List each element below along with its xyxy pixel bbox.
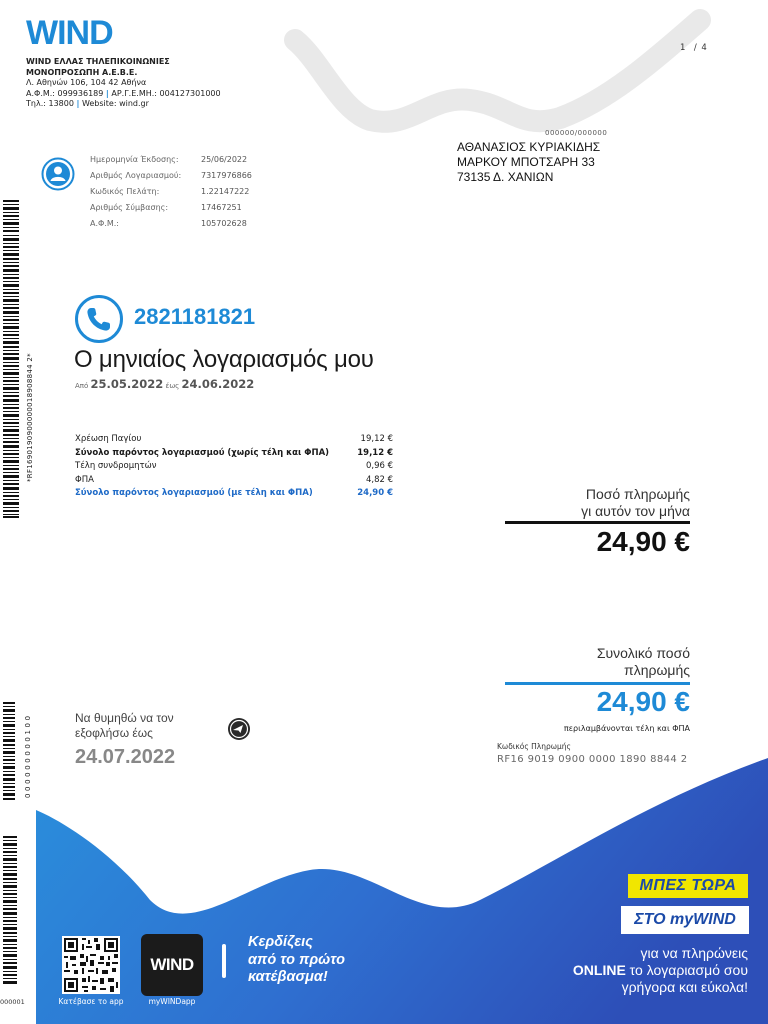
enter-now-badge[interactable]: ΜΠΕΣ ΤΩΡΑ (628, 874, 748, 898)
charge-row-total: Σύνολο παρόντος λογαριασμού (με τέλη και ΦΠΑ) 24,90 € (75, 488, 393, 498)
company-tax: Α.Φ.Μ.: 099936189 | ΑΡ.Γ.Ε.ΜΗ.: 004127301000 (26, 88, 221, 98)
fees-note: περιλαμβάνονται τέλη και ΦΠΑ (563, 724, 690, 733)
due-date: 24.07.2022 (75, 746, 176, 768)
charge-row: Σύνολο παρόντος λογαριασμού (χωρίς τέλη και ΦΠΑ) 19,12 € (75, 447, 393, 458)
total-payment-label: Συνολικό ποσό πληρωμής (596, 645, 690, 678)
company-address: Λ. Αθηνών 106, 104 42 Αθήνα (26, 78, 147, 87)
company-name: WIND ΕΛΛΑΣ ΤΗΛΕΠΙΚΟΙΝΩΝΙΕΣ (26, 57, 170, 66)
qr-code (62, 936, 120, 994)
charge-row: Χρέωση Παγίου 19,12 € (75, 434, 393, 444)
promo-text: Κερδίζεις από το πρώτο κατέβασμα! (248, 934, 345, 985)
call-to-action: για να πληρώνεις ONLINE το λογαριασμό σου γρήγορα και εύκολα! (572, 945, 748, 995)
payment-code-label: Κωδικός Πληρωμής (497, 742, 571, 751)
recipient-name: ΑΘΑΝΑΣΙΟΣ ΚΥΡΙΑΚΙΔΗΣ (457, 140, 601, 154)
info-row: Αριθμός Σύμβασης: 17467251 (90, 203, 242, 212)
page-title: Ο μηνιαίος λογαριασμός μου (74, 346, 374, 373)
recipient-code: 000000/000000 (545, 129, 608, 137)
company-contact: Τηλ.: 13800 | Website: wind.gr (26, 99, 149, 108)
total-amount: 24,90 € (596, 686, 690, 717)
qr-label: Κατέβασε το app (58, 997, 124, 1006)
billing-period: Από 25.05.2022 έως 24.06.2022 (75, 377, 255, 391)
info-row: Α.Φ.Μ.: 105702628 (90, 219, 247, 228)
app-icon[interactable] (141, 934, 203, 996)
document-id: 000001 (0, 998, 25, 1006)
reminder-label: Να θυμηθώ να τον εξοφλήσω έως (75, 711, 174, 740)
app-icon-text: WIND (150, 955, 194, 974)
charge-row: ΦΠΑ 4,82 € (75, 474, 393, 485)
app-label: myWINDapp (148, 997, 196, 1006)
phone-number: 2821181821 (134, 304, 256, 329)
monthly-amount: 24,90 € (596, 526, 690, 557)
info-row: Ημερομηνία Έκδοσης: 25/06/2022 (90, 155, 248, 164)
page-number: 1 / 4 (680, 43, 708, 53)
promo-divider (222, 944, 226, 978)
info-row: Κωδικός Πελάτη: 1.22147222 (90, 187, 250, 196)
monthly-payment-label: Ποσό πληρωμής γι αυτόν τον μήνα (581, 486, 690, 519)
mywind-badge[interactable]: ΣΤΟ myWIND (621, 906, 749, 934)
charge-row: Τέλη συνδρομητών 0,96 € (75, 461, 393, 471)
vertical-digits: 000000000100 (24, 713, 32, 798)
company-type: ΜΟΝΟΠΡΟΣΩΠΗ Α.Ε.Β.Ε. (26, 67, 138, 77)
payment-code: RF16 9019 0900 0000 1890 8844 2 (497, 754, 688, 765)
recipient-street: ΜΑΡΚΟΥ ΜΠΟΤΣΑΡΗ 33 (457, 155, 595, 169)
recipient-city: 73135 Δ. ΧΑΝΙΩΝ (457, 170, 554, 184)
wind-logo: WIND (26, 14, 113, 52)
info-row: Αριθμός Λογαριασμού: 7317976866 (90, 171, 252, 180)
vertical-reference: *RF1690190900000018908844 2* (26, 353, 34, 482)
